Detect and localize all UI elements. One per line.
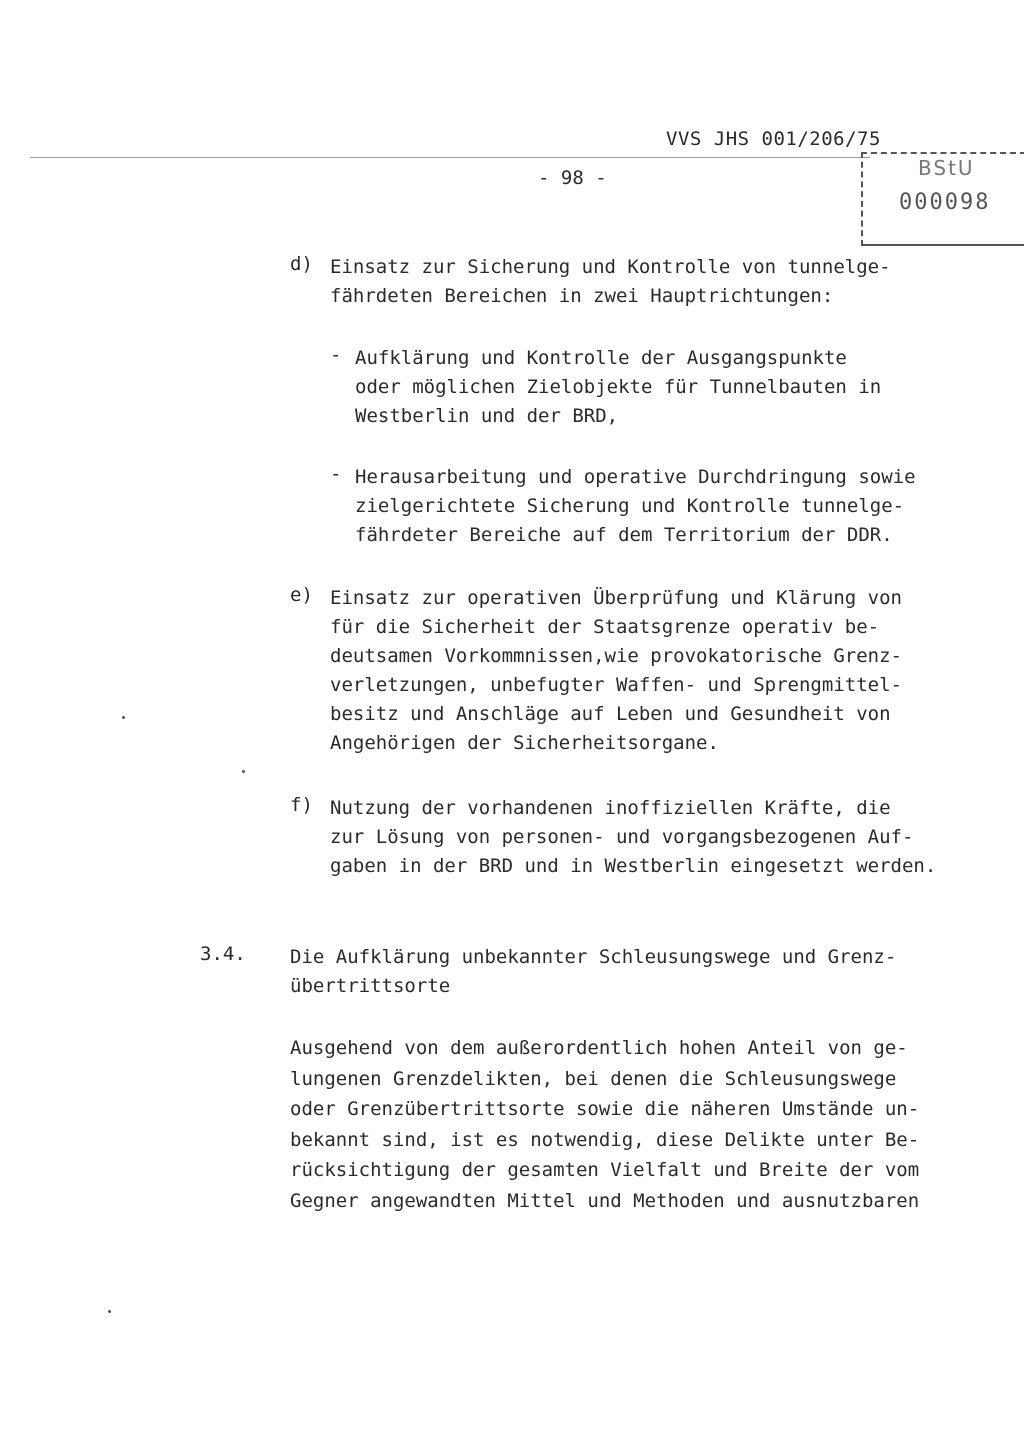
document-reference: VVS JHS 001/206/75	[666, 128, 881, 150]
section-body: Ausgehend von dem außerordentlich hohen Anteil von ge- lungenen Grenzdelikten, bei denen die Schleusungswege oder Grenzübertrittsorte sowie die näheren Umstände un- bekannt sind, ist es notwendig, diese Delikte unter Be- rücksichtigung der gesamten Vielfalt und Breite der vom Gegner angewandten Mittel und Methoden und ausnutzbaren	[290, 1037, 920, 1212]
page-number: - 98 -	[538, 167, 607, 189]
item-f-text: Nutzung der vorhandenen inoffiziellen Kräfte, die zur Lösung von personen- und vorgangsbezogenen Auf- gaben in der BRD und in Westberlin eingesetzt werden.	[330, 797, 937, 877]
stamp-number: 000098	[899, 190, 991, 215]
header-rule	[30, 157, 870, 158]
item-d-subpoint-1: Aufklärung und Kontrolle der Ausgangspunkte oder möglichen Zielobjekte für Tunnelbauten in Westberlin und der BRD,	[355, 347, 882, 427]
scan-speck	[122, 716, 125, 719]
item-f-label: f)	[290, 794, 313, 816]
item-e-label: e)	[290, 584, 313, 606]
item-d-dash-2: -	[330, 463, 342, 485]
item-d-subpoint-2: Herausarbeitung und operative Durchdringung sowie zielgerichtete Sicherung und Kontrolle tunnelge- fährdeter Bereiche auf dem Territorium der DDR.	[355, 466, 916, 546]
section-title: Die Aufklärung unbekannter Schleusungswege und Grenz- übertrittsorte	[290, 946, 897, 997]
item-d-label: d)	[290, 253, 313, 275]
item-e-text: Einsatz zur operativen Überprüfung und Klärung von für die Sicherheit der Staatsgrenze operativ be- deutsamen Vorkommnissen,wie provokatorische Grenz- verletzungen, unbefugter Waffen- und Sprengmittel- besitz und Anschläge auf Leben und Gesundheit von Angehörigen der Sicherheitsorgane.	[330, 587, 902, 754]
item-d-text: Einsatz zur Sicherung und Kontrolle von tunnelge- fährdeten Bereichen in zwei Hauptrichtungen:	[330, 256, 891, 307]
item-d-dash-1: -	[330, 344, 342, 366]
archive-stamp	[861, 152, 1024, 246]
section-number: 3.4.	[200, 943, 246, 965]
stamp-label: BStU	[918, 156, 975, 180]
scan-speck	[108, 1310, 111, 1313]
scan-speck	[242, 770, 245, 773]
